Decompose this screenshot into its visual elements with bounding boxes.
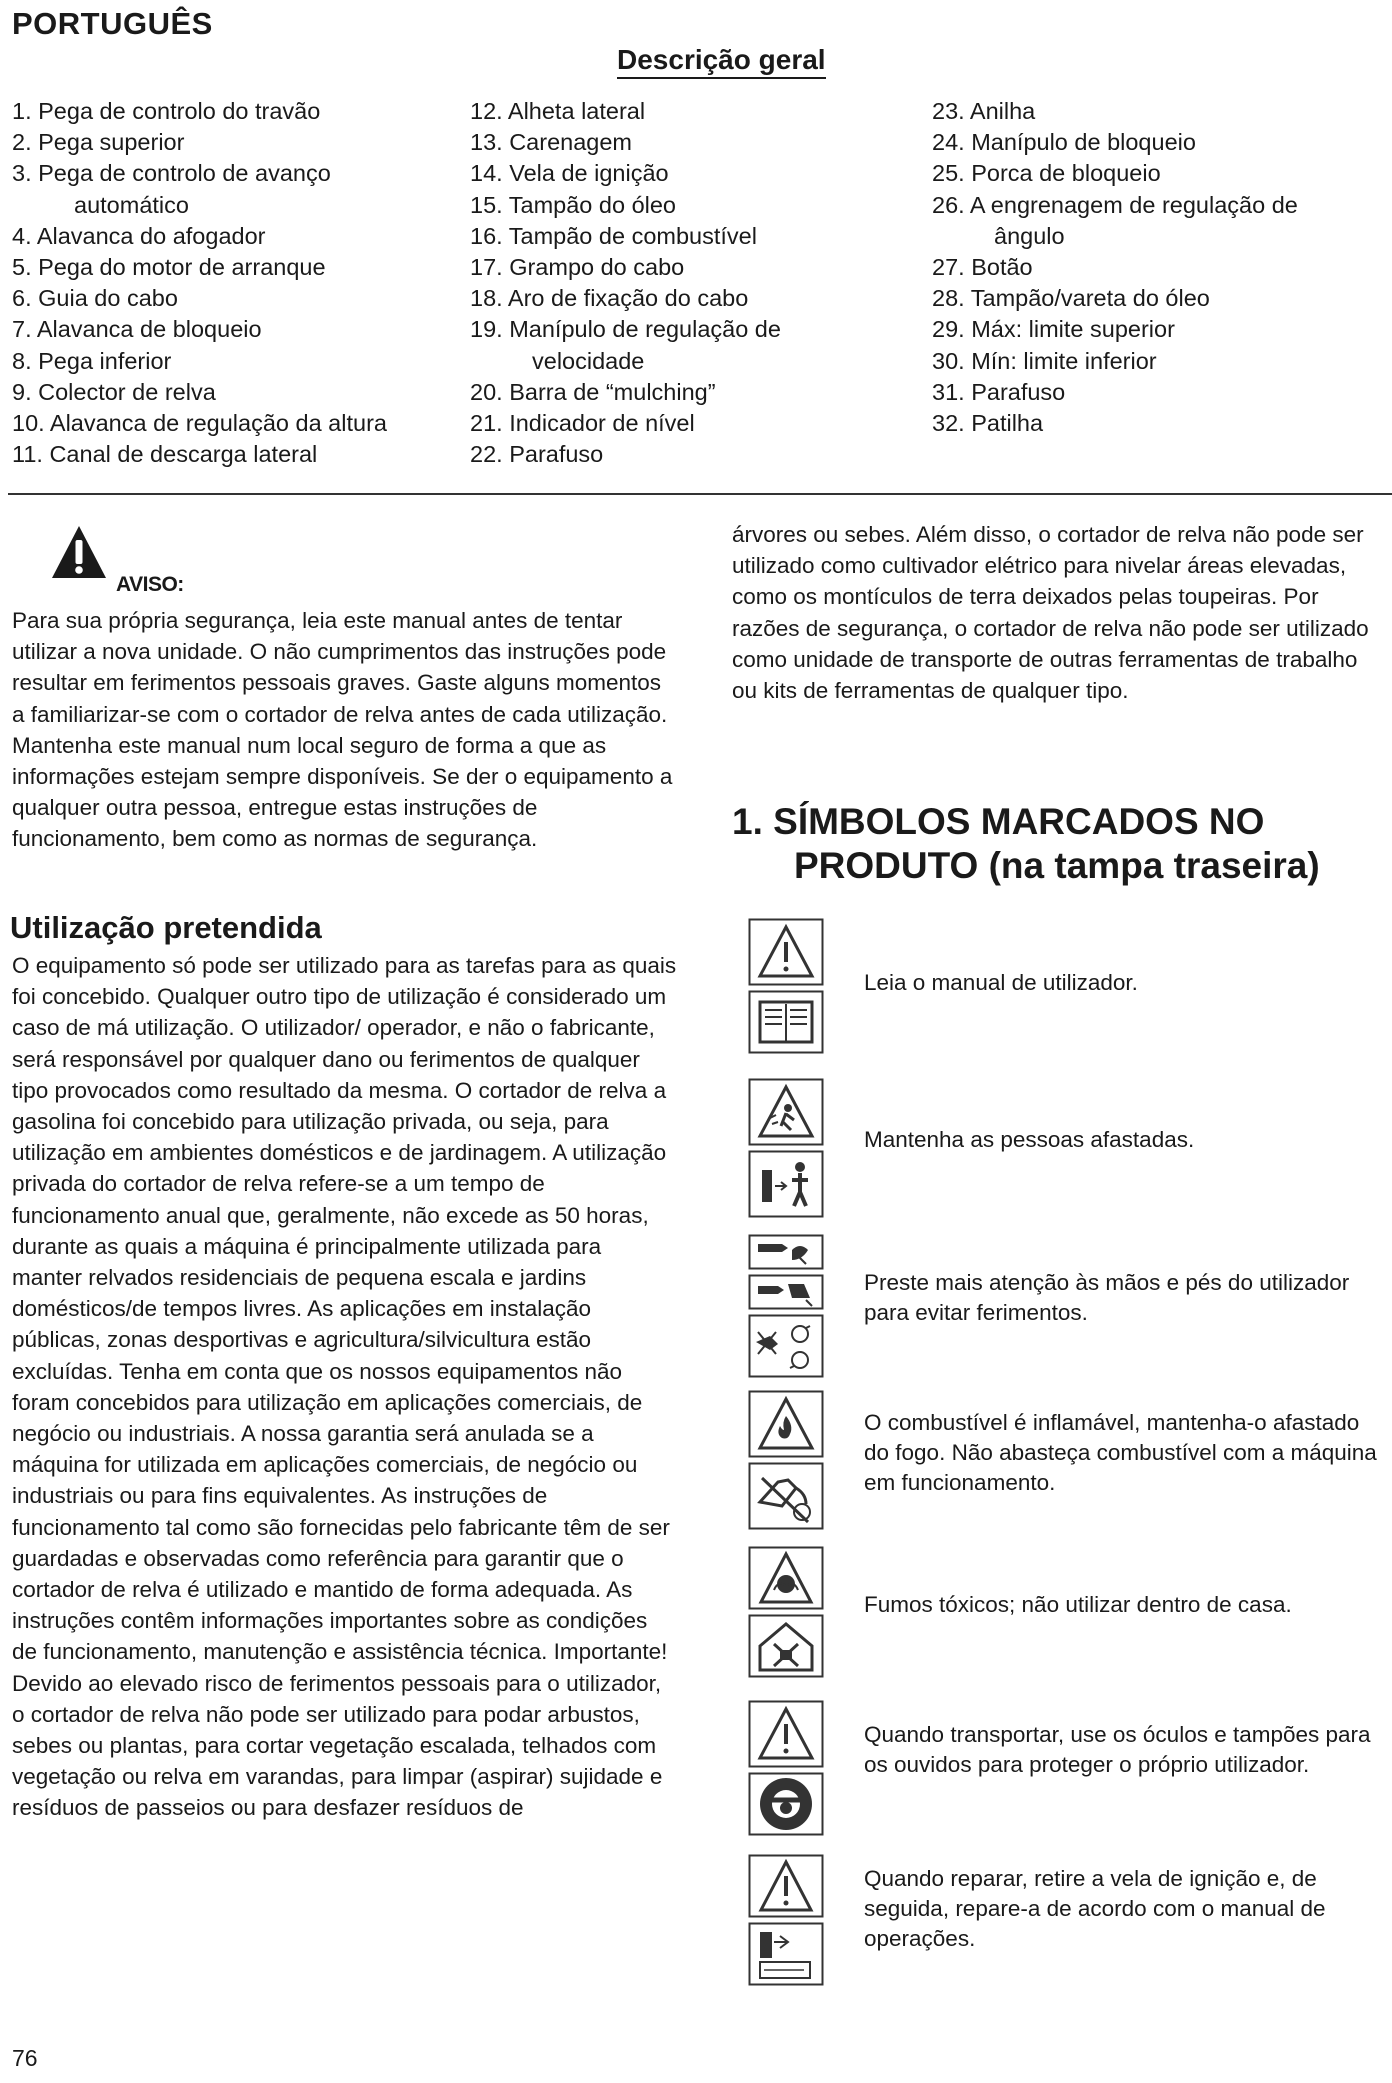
- symbol-text: Mantenha as pessoas afastadas.: [864, 1127, 1195, 1152]
- parts-list-column-1: [12, 96, 387, 470]
- part-item: 31. Parafuso: [932, 378, 1066, 405]
- part-item: 14. Vela de ignição: [470, 160, 669, 187]
- intended-use-text: O equipamento só pode ser utilizado para as tarefas para as quais foi concebido. Qualquer outro tipo de utilização é considerado um caso de má utilização. O utilizador/ operador, e não o fabricante, será responsável por qualquer dano ou ferimentos de qualquer tipo provocados como resultado da mesma. O cortador de relva a gasolina foi concebido para utilização privada, ou seja, para utilização em ambientes domésticos e de jardinagem. A utilização privada do cortador de relva refere-se a um tempo de funcionamento anual que, geralmente, não excede as 50 horas, durante as quais a máquina é principalmente utilizada para manter relvados residenciais de pequena escala e jardins domésticos/de tempos livres. As aplicações em instalação públicas, zonas desportivas e agricultura/silvicultura estão excluídas. Tenha em conta que os nossos equipamentos não foram concebidos para utilização em aplicações comerciais, de negócio ou industriais. A nossa garantia será anulada se a máquina for utilizada em aplicações comerciais, de negócio ou industriais ou para fins equivalentes. As instruções de funcionamento tal como são fornecidas pelo fabricante têm de ser guardadas e observadas como referência para garantir que o cortador de relva é utilizado e mantido de forma adequada. As instruções contêm informações importantes sobre as condições de funcionamento, manutenção e assistência técnica. Importante! Devido ao elevado risco de ferimentos pessoais para o utilizador, o cortador de relva não pode ser utilizado para podar arbustos, sebes ou plantas, para cortar vegetação escalada, telhados com vegetação ou relva em varandas, para limpar (aspirar) sujidade e resíduos de passeios ou para desfazer resíduos de: [12, 953, 677, 1821]
- eye-ear-protection-icon: [748, 1700, 824, 1836]
- part-item: 6. Guia do cabo: [12, 285, 178, 312]
- part-item: automático: [74, 191, 189, 218]
- symbol-text: O combustível é inflamável, mantenha-o afastado do fogo. Não abasteça combustível com a máquina em funcionamento.: [864, 1410, 1377, 1495]
- part-item: 23. Anilha: [932, 98, 1036, 124]
- warning-text: Para sua própria segurança, leia este manual antes de tentar utilizar a nova unidade. O não cumprimentos das instruções pode resultar em ferimentos pessoais graves. Gaste alguns momentos a familiarizar-se com o cortador de relva antes de cada utilização. Mantenha este manual num local seguro de forma a que as informações estejam sempre disponíveis. Se der o equipamento a qualquer outra pessoa, entregue estas instruções de funcionamento, bem como as normas de segurança.: [12, 608, 673, 852]
- section-divider: [8, 493, 1392, 495]
- parts-list-column-3: [932, 96, 1298, 439]
- part-item: 16. Tampão de combustível: [470, 222, 757, 249]
- part-item: 18. Aro de fixação do cabo: [470, 285, 749, 312]
- part-item: 21. Indicador de nível: [470, 410, 695, 437]
- warning-label: AVISO:: [116, 573, 184, 596]
- part-item: 27. Botão: [932, 254, 1033, 281]
- symbols-heading-line2: PRODUTO (na tampa traseira): [794, 845, 1320, 886]
- symbol-text: Leia o manual de utilizador.: [864, 970, 1138, 995]
- part-item: 24. Manípulo de bloqueio: [932, 129, 1196, 156]
- part-item: 20. Barra de “mulching”: [470, 378, 716, 405]
- symbol-text: Quando reparar, retire a vela de ignição e, de seguida, repare-a de acordo com o manual de operações.: [864, 1866, 1326, 1951]
- part-item: ângulo: [994, 222, 1065, 249]
- fuel-flammable-icon: [748, 1390, 824, 1530]
- part-item: 7. Alavanca de bloqueio: [12, 316, 262, 343]
- part-item: velocidade: [532, 347, 645, 374]
- symbol-text: Fumos tóxicos; não utilizar dentro de casa.: [864, 1592, 1292, 1617]
- part-item: 13. Carenagem: [470, 129, 632, 156]
- part-item: 4. Alavanca do afogador: [12, 222, 266, 249]
- symbols-heading-line1: 1. SÍMBOLOS MARCADOS NO: [732, 801, 1265, 842]
- parts-list-column-2: [470, 96, 781, 470]
- read-manual-icon: [748, 918, 824, 1054]
- symbols-heading: [732, 800, 1382, 888]
- part-item: 19. Manípulo de regulação de: [470, 316, 781, 343]
- symbol-text: Quando transportar, use os óculos e tampões para os ouvidos para proteger o próprio utilizador.: [864, 1722, 1371, 1777]
- part-item: 12. Alheta lateral: [470, 98, 646, 124]
- part-item: 17. Grampo do cabo: [470, 254, 685, 281]
- warning-triangle-icon: [50, 524, 108, 580]
- part-item: 10. Alavanca de regulação da altura: [12, 410, 387, 437]
- toxic-fumes-icon: [748, 1546, 824, 1678]
- keep-away-icon: [748, 1078, 824, 1218]
- language-title: PORTUGUÊS: [12, 6, 213, 41]
- part-item: 5. Pega do motor de arranque: [12, 254, 326, 281]
- part-item: 1. Pega de controlo do travão: [12, 98, 321, 124]
- hands-feet-icon: [748, 1234, 824, 1378]
- intended-use-continuation: árvores ou sebes. Além disso, o cortador de relva não pode ser utilizado como cultivador elétrico para nivelar áreas elevadas, como os montículos de terra deixados pelas toupeiras. Por razões de segurança, o cortador de relva não pode ser utilizado como unidade de transporte de outras ferramentas de trabalho ou kits de ferramentas de qualquer tipo.: [732, 522, 1369, 704]
- part-item: 2. Pega superior: [12, 129, 185, 156]
- part-item: 29. Máx: limite superior: [932, 316, 1175, 343]
- spark-plug-icon: [748, 1854, 824, 1986]
- part-item: 3. Pega de controlo de avanço: [12, 160, 331, 187]
- part-item: 28. Tampão/vareta do óleo: [932, 285, 1210, 312]
- part-item: 9. Colector de relva: [12, 378, 216, 405]
- part-item: 26. A engrenagem de regulação de: [932, 191, 1298, 218]
- part-item: 25. Porca de bloqueio: [932, 160, 1161, 187]
- part-item: 32. Patilha: [932, 410, 1044, 437]
- intended-use-title: Utilização pretendida: [10, 910, 322, 945]
- section-title: Descrição geral: [617, 44, 826, 79]
- part-item: 30. Mín: limite inferior: [932, 347, 1157, 374]
- part-item: 11. Canal de descarga lateral: [12, 441, 318, 468]
- part-item: 22. Parafuso: [470, 441, 604, 468]
- page-number: 76: [12, 2045, 38, 2071]
- part-item: 15. Tampão do óleo: [470, 191, 677, 218]
- part-item: 8. Pega inferior: [12, 347, 172, 374]
- symbol-text: Preste mais atenção às mãos e pés do utilizador para evitar ferimentos.: [864, 1270, 1350, 1325]
